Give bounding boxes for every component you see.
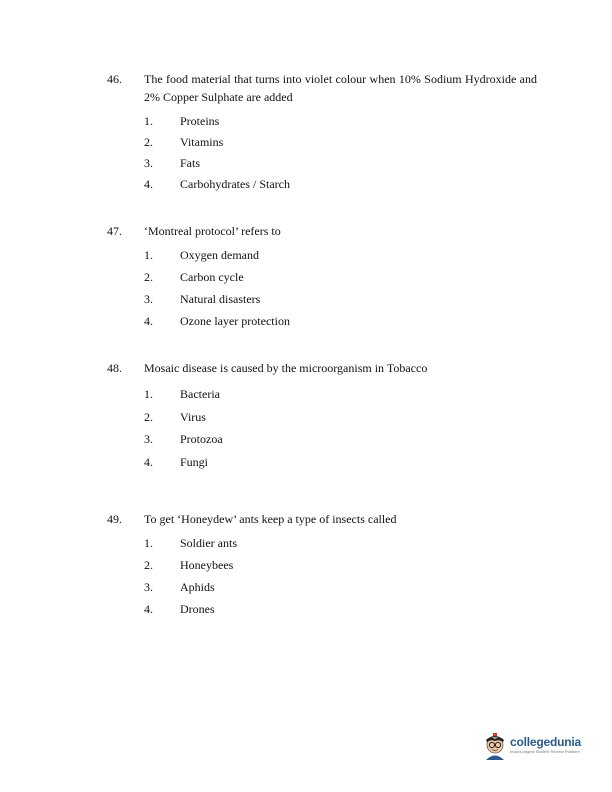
option-item	[144, 532, 537, 554]
option-number: 3.	[144, 580, 153, 594]
option-item	[144, 428, 537, 451]
option-list	[144, 110, 537, 194]
option-number: 2.	[144, 134, 153, 149]
option-number: 3.	[144, 292, 153, 306]
question-48	[107, 359, 537, 473]
brand-name: collegedunia	[510, 735, 581, 749]
option-number: 2.	[144, 409, 153, 424]
option-number: 1.	[144, 248, 153, 262]
option-list	[144, 532, 537, 620]
option-text: Virus	[180, 409, 206, 424]
question-number: 46.	[107, 72, 122, 86]
option-item	[144, 288, 537, 310]
option-number: 1.	[144, 113, 153, 128]
option-text: Fats	[180, 155, 201, 170]
option-item	[144, 152, 537, 173]
option-text: Vitamins	[180, 134, 224, 149]
option-text: Bacteria	[180, 387, 220, 402]
option-item	[144, 310, 537, 332]
option-text: Fungi	[180, 454, 209, 469]
option-number: 3.	[144, 155, 153, 170]
question-number: 49.	[107, 512, 122, 526]
option-text: Aphids	[180, 580, 215, 594]
option-number: 1.	[144, 536, 153, 550]
option-number: 1.	[144, 387, 153, 402]
option-item	[144, 598, 537, 620]
option-item	[144, 266, 537, 288]
option-text: Carbon cycle	[180, 270, 244, 284]
option-number: 4.	[144, 602, 153, 616]
option-number: 3.	[144, 432, 153, 447]
question-text: The food material that turns into violet colour when 10% Sodium Hydroxide and 2% Copper Sulphate are added	[144, 72, 537, 104]
question-46	[107, 70, 537, 194]
option-item	[144, 110, 537, 131]
question-text: To get ‘Honeydew’ ants keep a type of insects called	[144, 512, 397, 526]
option-text: Natural disasters	[180, 292, 261, 306]
option-text: Soldier ants	[180, 536, 237, 550]
option-number: 4.	[144, 314, 153, 328]
option-item	[144, 576, 537, 598]
option-text: Drones	[180, 602, 215, 616]
option-item	[144, 244, 537, 266]
student-avatar-icon	[482, 730, 508, 760]
question-number: 47.	[107, 224, 122, 238]
option-text: Ozone layer protection	[180, 314, 290, 328]
option-item	[144, 406, 537, 429]
option-number: 4.	[144, 176, 153, 191]
question-49	[107, 510, 537, 620]
option-item	[144, 383, 537, 406]
option-list	[144, 244, 537, 332]
option-item	[144, 554, 537, 576]
option-text: Protozoa	[180, 432, 223, 447]
question-text: Mosaic disease is caused by the microorganism in Tobacco	[144, 361, 428, 375]
option-text: Oxygen demand	[180, 248, 259, 262]
option-item	[144, 131, 537, 152]
brand-tagline: India's largest Student Review Platform	[510, 749, 580, 754]
option-number: 4.	[144, 454, 153, 469]
option-list	[144, 383, 537, 473]
question-number: 48.	[107, 361, 122, 375]
brand-logo	[482, 727, 594, 763]
option-number: 2.	[144, 558, 153, 572]
option-text: Proteins	[180, 113, 220, 128]
question-text: ‘Montreal protocol’ refers to	[144, 224, 281, 238]
question-47	[107, 222, 537, 332]
option-item	[144, 451, 537, 474]
option-item	[144, 173, 537, 194]
option-text: Honeybees	[180, 558, 234, 572]
option-number: 2.	[144, 270, 153, 284]
option-text: Carbohydrates / Starch	[180, 176, 290, 191]
